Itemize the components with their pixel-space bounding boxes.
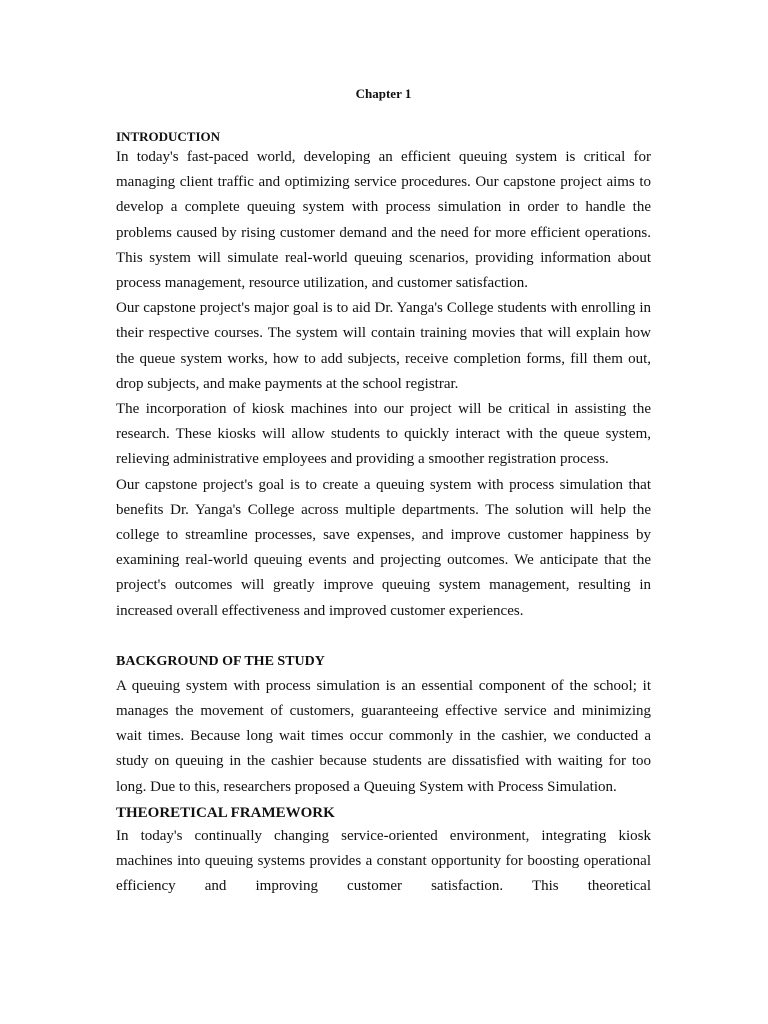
introduction-paragraph-3: The incorporation of kiosk machines into our project will be critical in assisting the research. These kiosks will allow students to quickly interact with the queue system, relieving administrative employees and providing a smoother registration process. — [116, 401, 651, 468]
theoretical-framework-paragraph: In today's continually changing service-oriented environment, integrating kiosk machines into queuing systems provides a constant opportunity for boosting operational efficiency and improving customer satisfaction. This theoretical — [116, 827, 651, 895]
introduction-paragraph-4: Our capstone project's goal is to create a queuing system with process simulation that benefits Dr. Yanga's College across multiple departments. The solution will help the college to streamline processes, save expenses, and improve customer happiness by examining real-world queuing events and projecting outcomes. We anticipate that the project's outcomes will greatly improve queuing system management, resulting in increased overall effectiveness and improved customer experiences. — [116, 476, 651, 619]
chapter-title: Chapter 1 — [355, 86, 412, 101]
introduction-paragraph-1: In today's fast-paced world, developing an efficient queuing system is critical for managing client traffic and optimizing service procedures. Our capstone project aims to develop a complete queuing system with process simulation in order to handle the problems caused by rising customer demand and the need for more efficient operations. This system will simulate real-world queuing scenarios, providing information about process management, resource utilization, and customer satisfaction. — [116, 149, 651, 292]
introduction-heading: INTRODUCTION — [116, 129, 221, 144]
page-content — [116, 86, 651, 899]
background-paragraph: A queuing system with process simulation is an essential component of the school; it manages the movement of customers, guaranteeing effective service and minimizing wait times. Because long wait times occur commonly in the cashier, we conducted a study on queuing in the cashier because students are dissatisfied with waiting for too long. Due to this, researchers proposed a Queuing System with Process Simulation. — [116, 677, 651, 795]
theoretical-framework-heading: THEORETICAL FRAMEWORK — [116, 804, 335, 821]
background-heading: BACKGROUND OF THE STUDY — [116, 653, 325, 669]
introduction-paragraph-2: Our capstone project's major goal is to aid Dr. Yanga's College students with enrolling in their respective courses. The system will contain training movies that will explain how the queue system works, how to add subjects, receive completion forms, fill them out, drop subjects, and make payments at the school registrar. — [116, 300, 651, 392]
